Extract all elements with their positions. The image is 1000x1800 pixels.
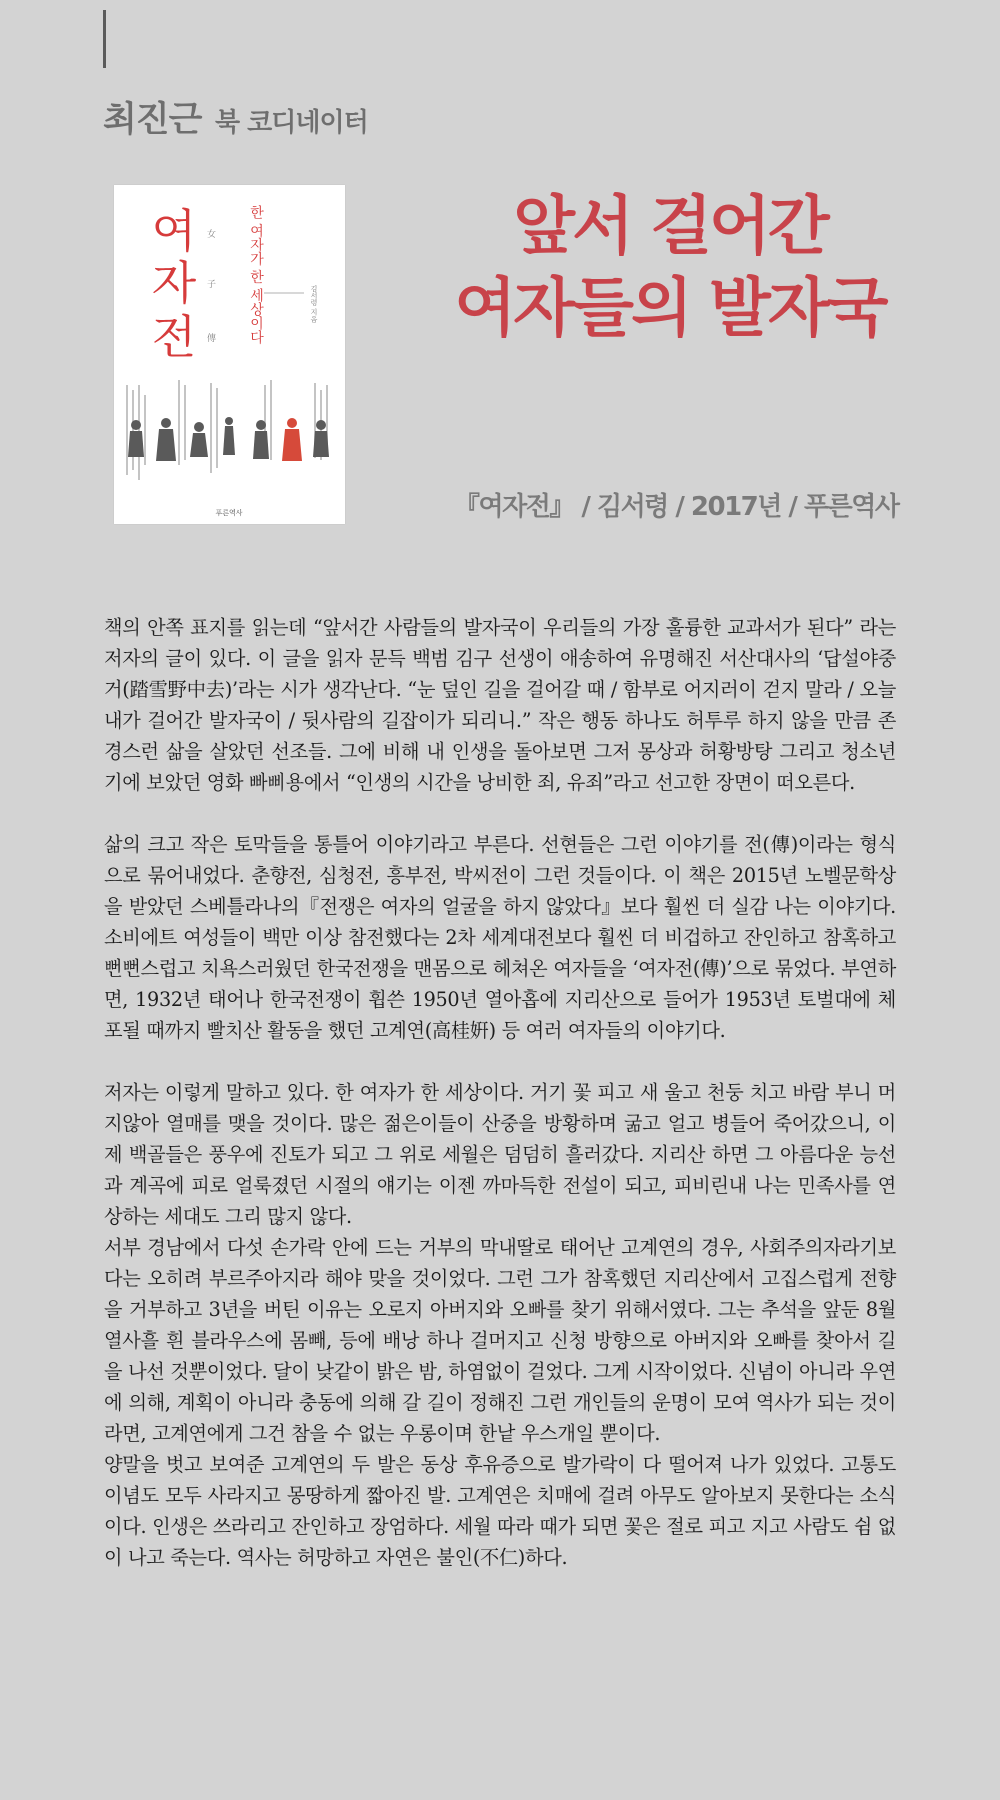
book-info: 『여자전』 / 김서령 / 2017년 / 푸른역사 [454, 492, 899, 522]
cover-hanja-3: 傳 [207, 334, 217, 344]
headline-line-2: 여자들의 발자국 [454, 272, 886, 346]
paragraph-2: 삶의 크고 작은 토막들을 통틀어 이야기라고 부른다. 선현들은 그런 이야기를 전(傳)이라는 형식으로 묶어내었다. 춘향전, 심청전, 흥부전, 박씨전이 그런 것들이다. 이 책은 2015년 노벨문학상을 받았던 스베틀라나의『전쟁은 여자의 얼굴을 하지 않았다』보다 훨씬 더 실감 나는 이야기다. 소비에트 여성들이 백만 이상 참전했다는 2차 세계대전보다 훨씬 더 비겁하고 잔인하고 참혹하고 뻔뻔스럽고 치욕스러웠던 한국전쟁을 맨몸으로 헤쳐온 여자들을 ‘여자전(傳)’으로 묶었다. 부연하면, 1932년 태어나 한국전쟁이 휩쓴 1950년 열아홉에 지리산으로 들어가 1953년 토벌대에 체포될 때까지 빨치산 활동을 했던 고계연(高桂姸) 등 여러 여자들의 이야기다. [104, 833, 896, 1042]
headline-line-1: 앞서 걸어간 [513, 190, 827, 264]
author-byline [103, 92, 368, 142]
cover-title-char-2: 자 [151, 256, 197, 310]
cover-title-char-1: 여 [151, 204, 197, 258]
paragraph-5: 양말을 벗고 보여준 고계연의 두 발은 동상 후유증으로 발가락이 다 떨어져 나가 있었다. 고통도 이념도 모두 사라지고 몽땅하게 짧아진 발. 고계연은 치매에 걸려 아무도 알아보지 못한다는 소식이다. 인생은 쓰라리고 잔인하고 장엄하다. 세월 따라 때가 되면 꽃은 절로 피고 지고 사람도 쉼 없이 나고 죽는다. 역사는 허망하고 자연은 불인(不仁)하다. [104, 1453, 896, 1569]
cover-subtitle: 한 여자가 한 세상이다 [248, 205, 264, 345]
cover-title-char-3: 전 [151, 310, 197, 364]
article-headline [400, 186, 940, 350]
cover-hanja-1: 女 [207, 230, 217, 240]
cover-author: 김서령 지음 [310, 285, 318, 323]
cover-publisher: 푸른역사 [215, 509, 243, 517]
paragraph-1: 책의 안쪽 표지를 읽는데 “앞서간 사람들의 발자국이 우리들의 가장 훌륭한 교과서가 된다” 라는 저자의 글이 있다. 이 글을 읽자 문득 백범 김구 선생이 애송하여 유명해진 서산대사의 ‘답설야중거(踏雪野中去)’라는 시가 생각난다. “눈 덮인 길을 걸어갈 때 / 함부로 어지러이 걷지 말라 / 오늘 내가 걸어간 발자국이 / 뒷사람의 길잡이가 되리니.” 작은 행동 하나도 허투루 하지 않을 만큼 존경스런 삶을 살았던 선조들. 그에 비해 내 인생을 돌아보면 그저 몽상과 허황방탕 그리고 청소년기에 보았던 영화 빠삐용에서 “인생의 시간을 낭비한 죄, 유죄”라고 선고한 장면이 떠오른다. [104, 616, 896, 794]
author-name: 최진근 [103, 100, 202, 140]
top-accent-rule [103, 10, 106, 68]
paragraph-4: 서부 경남에서 다섯 손가락 안에 드는 거부의 막내딸로 태어난 고계연의 경우, 사회주의자라기보다는 오히려 부르주아지라 해야 맞을 것이었다. 그런 그가 참혹했던 지리산에서 고집스럽게 전향을 거부하고 3년을 버틴 이유는 오로지 아버지와 오빠를 찾기 위해서였다. 그는 추석을 앞둔 8월 열사흘 흰 블라우스에 몸빼, 등에 배낭 하나 걸머지고 신청 방향으로 아버지와 오빠를 찾아서 길을 나선 것뿐이었다. 달이 낮같이 밝은 밤, 하염없이 걸었다. 그게 시작이었다. 신념이 아니라 우연에 의해, 계획이 아니라 충동에 의해 갈 길이 정해진 그런 개인들의 운명이 모여 역사가 되는 것이라면, 고계연에게 그건 참을 수 없는 우롱이며 한낱 우스개일 뿐이다. [104, 1236, 896, 1445]
book-cover-image [114, 185, 345, 524]
author-role: 북 코디네이터 [215, 108, 368, 138]
paragraph-3: 저자는 이렇게 말하고 있다. 한 여자가 한 세상이다. 거기 꽃 피고 새 울고 천둥 치고 바람 부니 머지않아 열매를 맺을 것이다. 많은 젊은이들이 산중을 방황하며 굶고 얼고 병들어 죽어갔으니, 이제 백골들은 풍우에 진토가 되고 그 위로 세월은 덤덤히 흘러갔다. 지리산 하면 그 아름다운 능선과 계곡에 피로 얼룩졌던 시절의 얘기는 이젠 까마득한 전설이 되고, 피비린내 나는 민족사를 연상하는 세대도 그리 많지 않다. [104, 1081, 896, 1228]
article-body [104, 612, 896, 1573]
cover-hanja-2: 子 [207, 280, 217, 290]
